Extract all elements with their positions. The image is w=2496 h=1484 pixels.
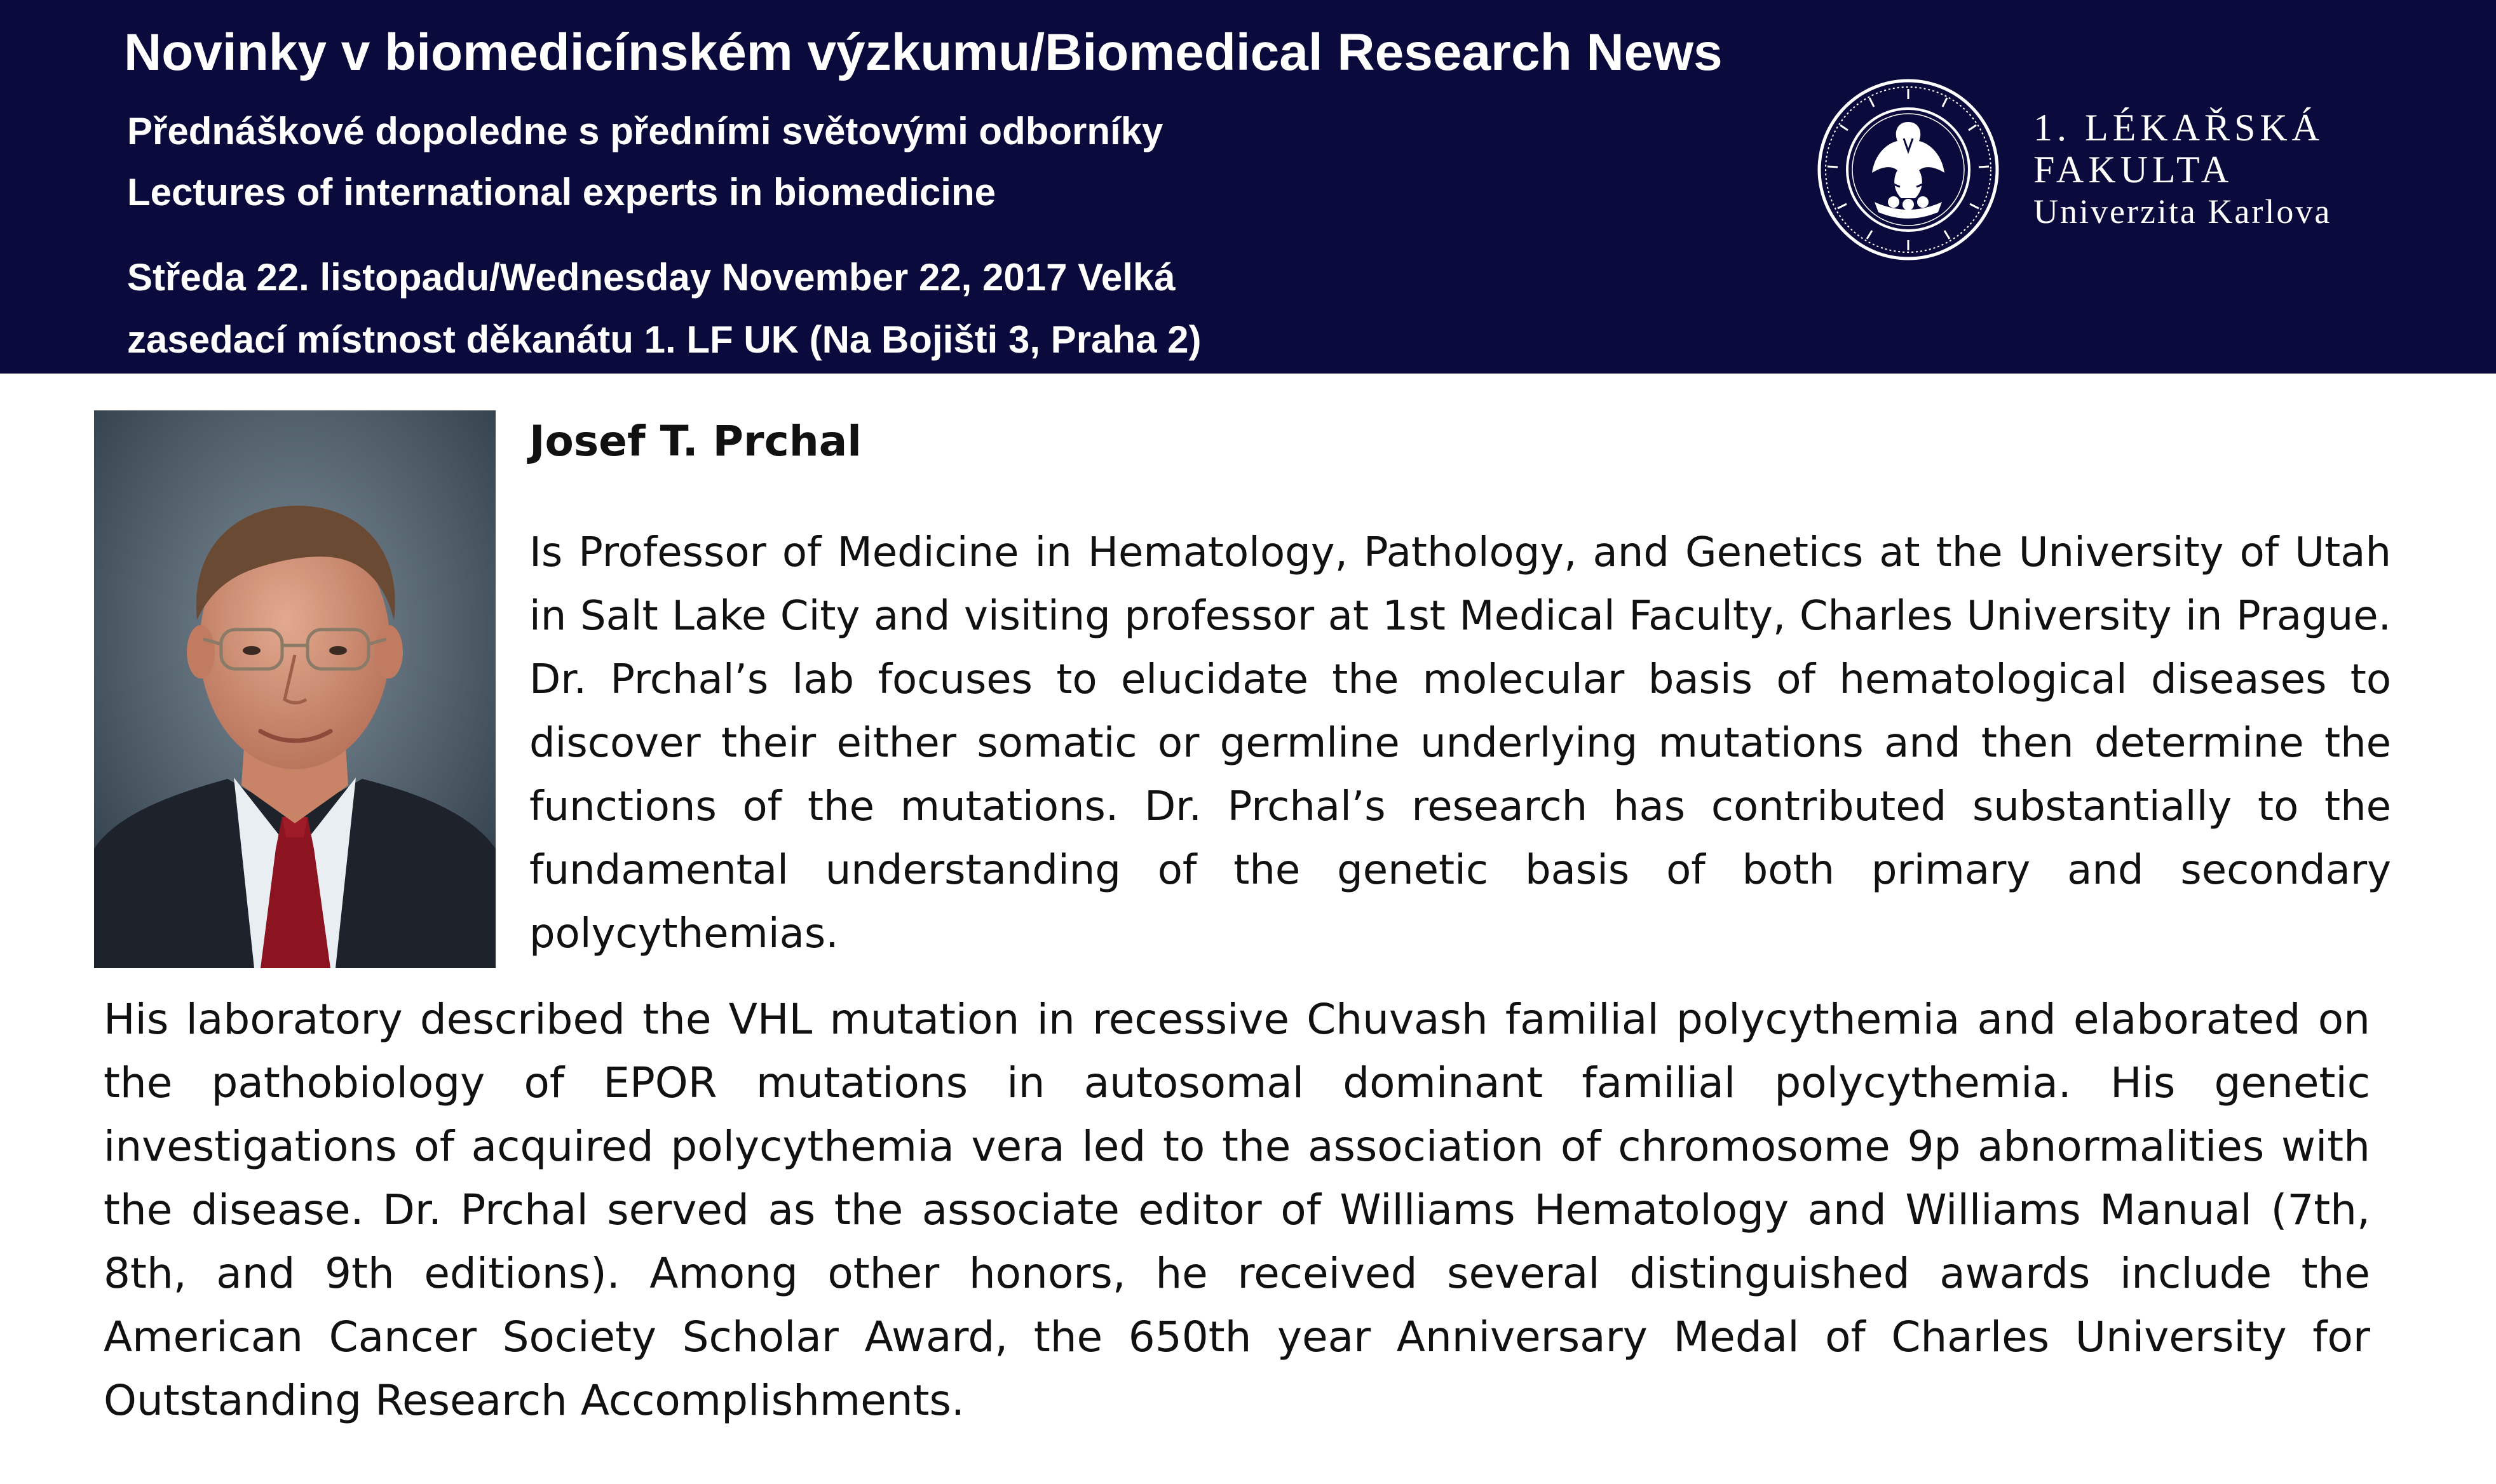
event-date-line-1: Středa 22. listopadu/Wednesday November 22, 2017 Velká <box>127 256 1176 299</box>
faculty-logo-text <box>2033 107 2331 233</box>
speaker-name: Josef T. Prchal <box>529 417 862 466</box>
pelican-seal-icon <box>1816 78 2000 262</box>
faculty-line-2: FAKULTA <box>2033 149 2234 191</box>
university-name: Univerzita Karlova <box>2033 192 2332 231</box>
speaker-bio-paragraph-2: His laboratory described the VHL mutation in recessive Chuvash familial polycythemia and elaborated on the pathobiology of EPOR mutations in autosomal dominant familial polycythemia. His genetic investigations of acquired polycythemia vera led to the association of chromosome 9p abnormalities with the disease. Dr. Prchal served as the associate editor of Williams Hematology and Williams Manual (7th, 8th, and 9th editions). Among other honors, he received several distinguished awards include the American Cancer Society Scholar Award, the 650th year Anniversary Medal of Charles University for Outstanding Research Accomplishments. <box>104 995 2370 1425</box>
subtitle-czech: Přednáškové dopoledne s předními světovými odborníky <box>127 110 1163 152</box>
event-date-line-2: zasedací místnost děkanátu 1. LF UK (Na Bojišti 3, Praha 2) <box>127 318 1202 361</box>
subtitle-english: Lectures of international experts in biomedicine <box>127 171 996 213</box>
speaker-portrait <box>94 410 496 968</box>
speaker-bio-paragraph-1: Is Professor of Medicine in Hematology, Pathology, and Genetics at the University of Utah in Salt Lake City and visiting professor at 1st Medical Faculty, Charles University in Prague. Dr. Prchal’s lab focuses to elucidate the molecular basis of hematological diseases to discover their either somatic or germline underlying mutations and then determine the functions of the mutations. Dr. Prchal’s research has contributed substantially to the fundamental understanding of the genetic basis of both primary and secondary polycythemias. <box>529 529 2391 957</box>
faculty-line-1: 1. LÉKAŘSKÁ <box>2033 107 2324 149</box>
header-banner <box>0 0 2496 374</box>
event-title: Novinky v biomedicínském výzkumu/Biomedical Research News <box>124 24 1723 81</box>
